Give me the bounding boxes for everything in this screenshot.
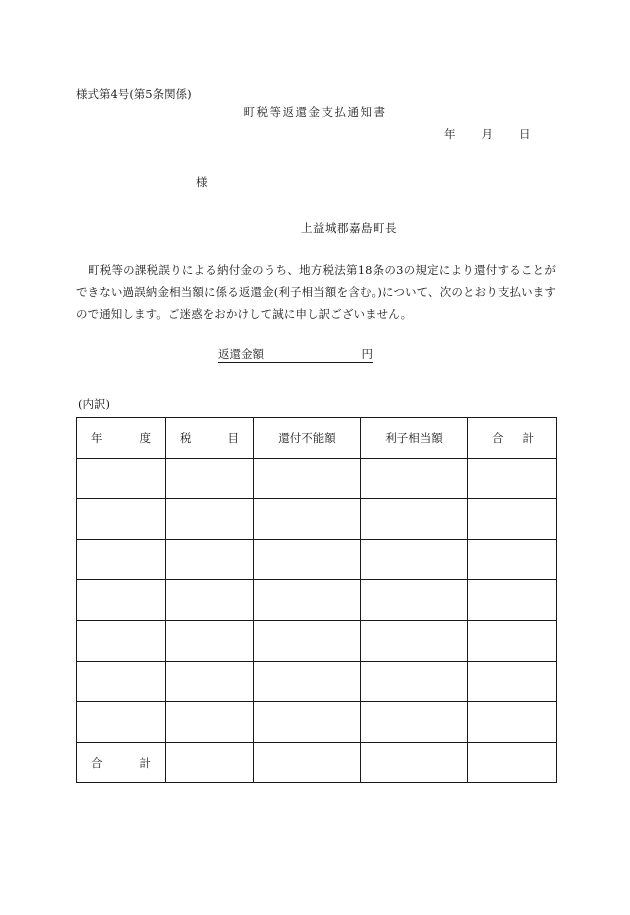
table-row <box>77 458 557 499</box>
header-total: 合 計 <box>468 418 557 459</box>
sender: 上益城郡嘉島町長 <box>301 221 397 235</box>
document-title: 町税等返還金支払通知書 <box>243 105 387 119</box>
addressee: 様 <box>196 175 208 189</box>
refund-amount-line <box>218 347 373 363</box>
table-row <box>77 499 557 540</box>
header-year: 年 度 <box>77 418 166 459</box>
date-month: 月 <box>481 127 493 141</box>
form-label: 様式第4号(第5条関係) <box>76 87 192 101</box>
table-header-row <box>77 418 557 459</box>
header-unrefundable-amount: 還付不能額 <box>254 418 361 459</box>
total-row-label: 合 計 <box>77 742 166 783</box>
date-day: 日 <box>519 127 531 141</box>
table-row <box>77 661 557 702</box>
table-row <box>77 580 557 621</box>
date-year: 年 <box>444 127 456 141</box>
refund-amount-label: 返還金額 <box>218 347 264 361</box>
table-row <box>77 539 557 580</box>
header-tax-item: 税 目 <box>166 418 254 459</box>
breakdown-label: (内訳) <box>78 397 110 411</box>
table-total-row <box>77 742 557 783</box>
header-interest-amount: 利子相当額 <box>361 418 468 459</box>
table-row <box>77 702 557 743</box>
date-line <box>444 126 531 142</box>
body-text: 町税等の課税誤りによる納付金のうち、地方税法第18条の3の規定により還付することができない過誤納金相当額に係る返還金(利子相当額を含む。)について、次のとおり支払いますので通知します。ご迷惑をおかけして誠に申し訳ございません。 <box>76 263 556 321</box>
table-row <box>77 620 557 661</box>
refund-amount-unit: 円 <box>361 347 373 361</box>
breakdown-table <box>76 417 557 783</box>
